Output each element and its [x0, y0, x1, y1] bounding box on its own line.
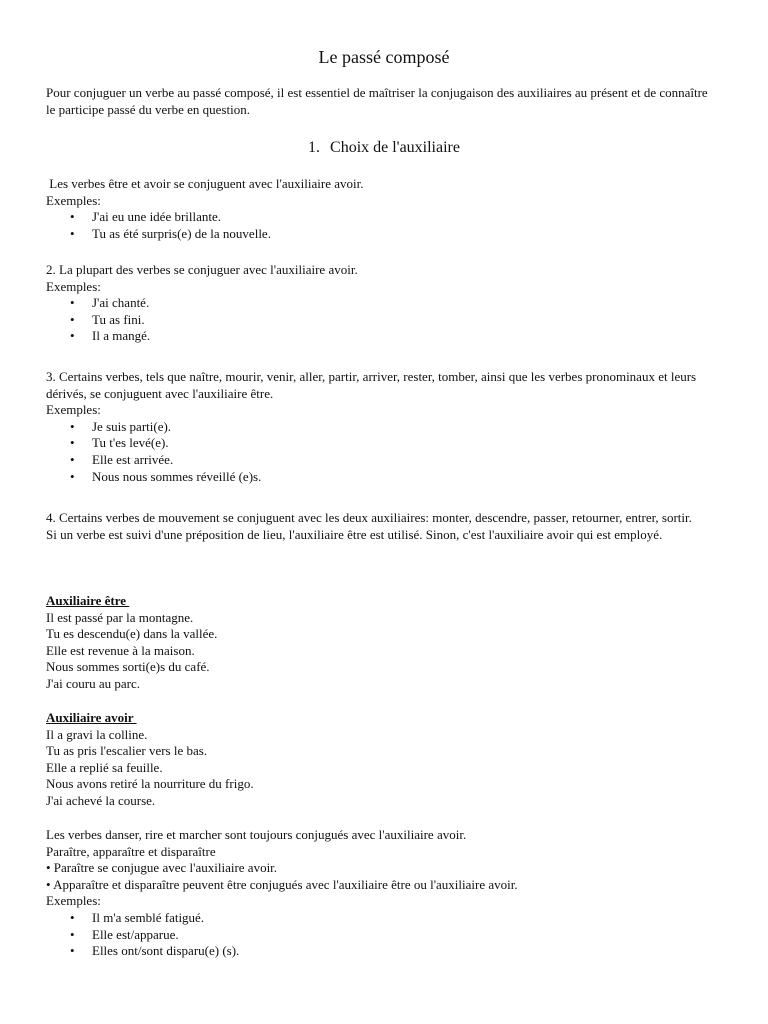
list-item: • Tu as été surpris(e) de la nouvelle. [46, 226, 728, 243]
list-item: • Tu t'es levé(e). [46, 435, 728, 452]
section-heading [0, 138, 768, 158]
note-line: Les verbes danser, rire et marcher sont toujours conjugués avec l'auxiliaire avoir. [46, 827, 467, 842]
section-number: 1. [308, 139, 321, 156]
note-line: • Paraître se conjugue avec l'auxiliaire avoir. [46, 860, 278, 876]
example-line: Nous sommes sorti(e)s du café. [46, 659, 210, 675]
example-line: Nous avons retiré la nourriture du frigo. [46, 776, 254, 792]
list-item: • Elle est arrivée. [46, 452, 728, 469]
avoir-heading: Auxiliaire avoir [46, 710, 137, 725]
final-examples [46, 910, 728, 960]
final-examples-label: Exemples: [46, 893, 101, 909]
list-item: • Elle est/apparue. [46, 927, 728, 944]
rule-4-note: Si un verbe est suivi d'une préposition de lieu, l'auxiliaire être est utilisé. Sinon, c'est l'auxiliaire avoir qui est employé. [46, 526, 663, 542]
section-title: Choix de l'auxiliaire [330, 139, 460, 156]
page-title: Le passé composé [318, 47, 450, 67]
rule-2-examples [46, 295, 728, 345]
list-item: • J'ai eu une idée brillante. [46, 209, 728, 226]
list-item: • J'ai chanté. [46, 295, 728, 312]
rule-3-examples-label: Exemples: [46, 402, 101, 418]
rule-3 [46, 369, 728, 485]
list-item: • Il a mangé. [46, 328, 728, 345]
rule-3-text: 3. Certains verbes, tels que naître, mourir, venir, aller, partir, arriver, rester, tomber, ainsi que les verbes pronominaux et leurs dérivés, se conjuguent avec l'auxiliaire être. [46, 369, 697, 401]
example-line: J'ai couru au parc. [46, 675, 141, 691]
example-line: Tu es descendu(e) dans la vallée. [46, 626, 218, 642]
rule-2 [46, 262, 728, 345]
final-notes [46, 827, 728, 960]
example-line: Elle est revenue à la maison. [46, 642, 195, 658]
list-item: • Il m'a semblé fatigué. [46, 910, 728, 927]
example-line: Elle a replié sa feuille. [46, 759, 163, 775]
list-item: • Je suis parti(e). [46, 419, 728, 436]
rule-1-examples-label: Exemples: [46, 192, 101, 208]
rule-1 [46, 176, 728, 242]
example-line: Tu as pris l'escalier vers le bas. [46, 743, 208, 759]
rule-3-examples [46, 419, 728, 485]
rule-1-text: Les verbes être et avoir se conjuguent avec l'auxiliaire avoir. [46, 176, 364, 191]
rule-2-examples-label: Exemples: [46, 278, 101, 294]
example-line: J'ai achevé la course. [46, 792, 156, 808]
rule-4-text: 4. Certains verbes de mouvement se conjuguent avec les deux auxiliaires: monter, descendre, passer, retourner, entrer, sortir. [46, 510, 692, 525]
rule-2-text: 2. La plupart des verbes se conjuguer avec l'auxiliaire avoir. [46, 262, 358, 277]
list-item: • Nous nous sommes réveillé (e)s. [46, 469, 728, 486]
rule-4 [46, 510, 728, 543]
list-item: • Tu as fini. [46, 312, 728, 329]
avoir-examples [46, 710, 728, 810]
example-line: Il est passé par la montagne. [46, 609, 194, 625]
intro-paragraph: Pour conjuguer un verbe au passé composé, il est essentiel de maîtriser la conjugaison des auxiliaires au présent et de connaître le participe passé du verbe en question. [46, 85, 708, 117]
rule-1-examples [46, 209, 728, 242]
note-line: Paraître, apparaître et disparaître [46, 843, 216, 859]
note-line: • Apparaître et disparaître peuvent être conjugués avec l'auxiliaire être ou l'auxiliaire avoir. [46, 876, 518, 892]
list-item: • Elles ont/sont disparu(e) (s). [46, 943, 728, 960]
etre-examples [46, 593, 728, 693]
example-line: Il a gravi la colline. [46, 726, 148, 742]
etre-heading: Auxiliaire être [46, 593, 130, 608]
